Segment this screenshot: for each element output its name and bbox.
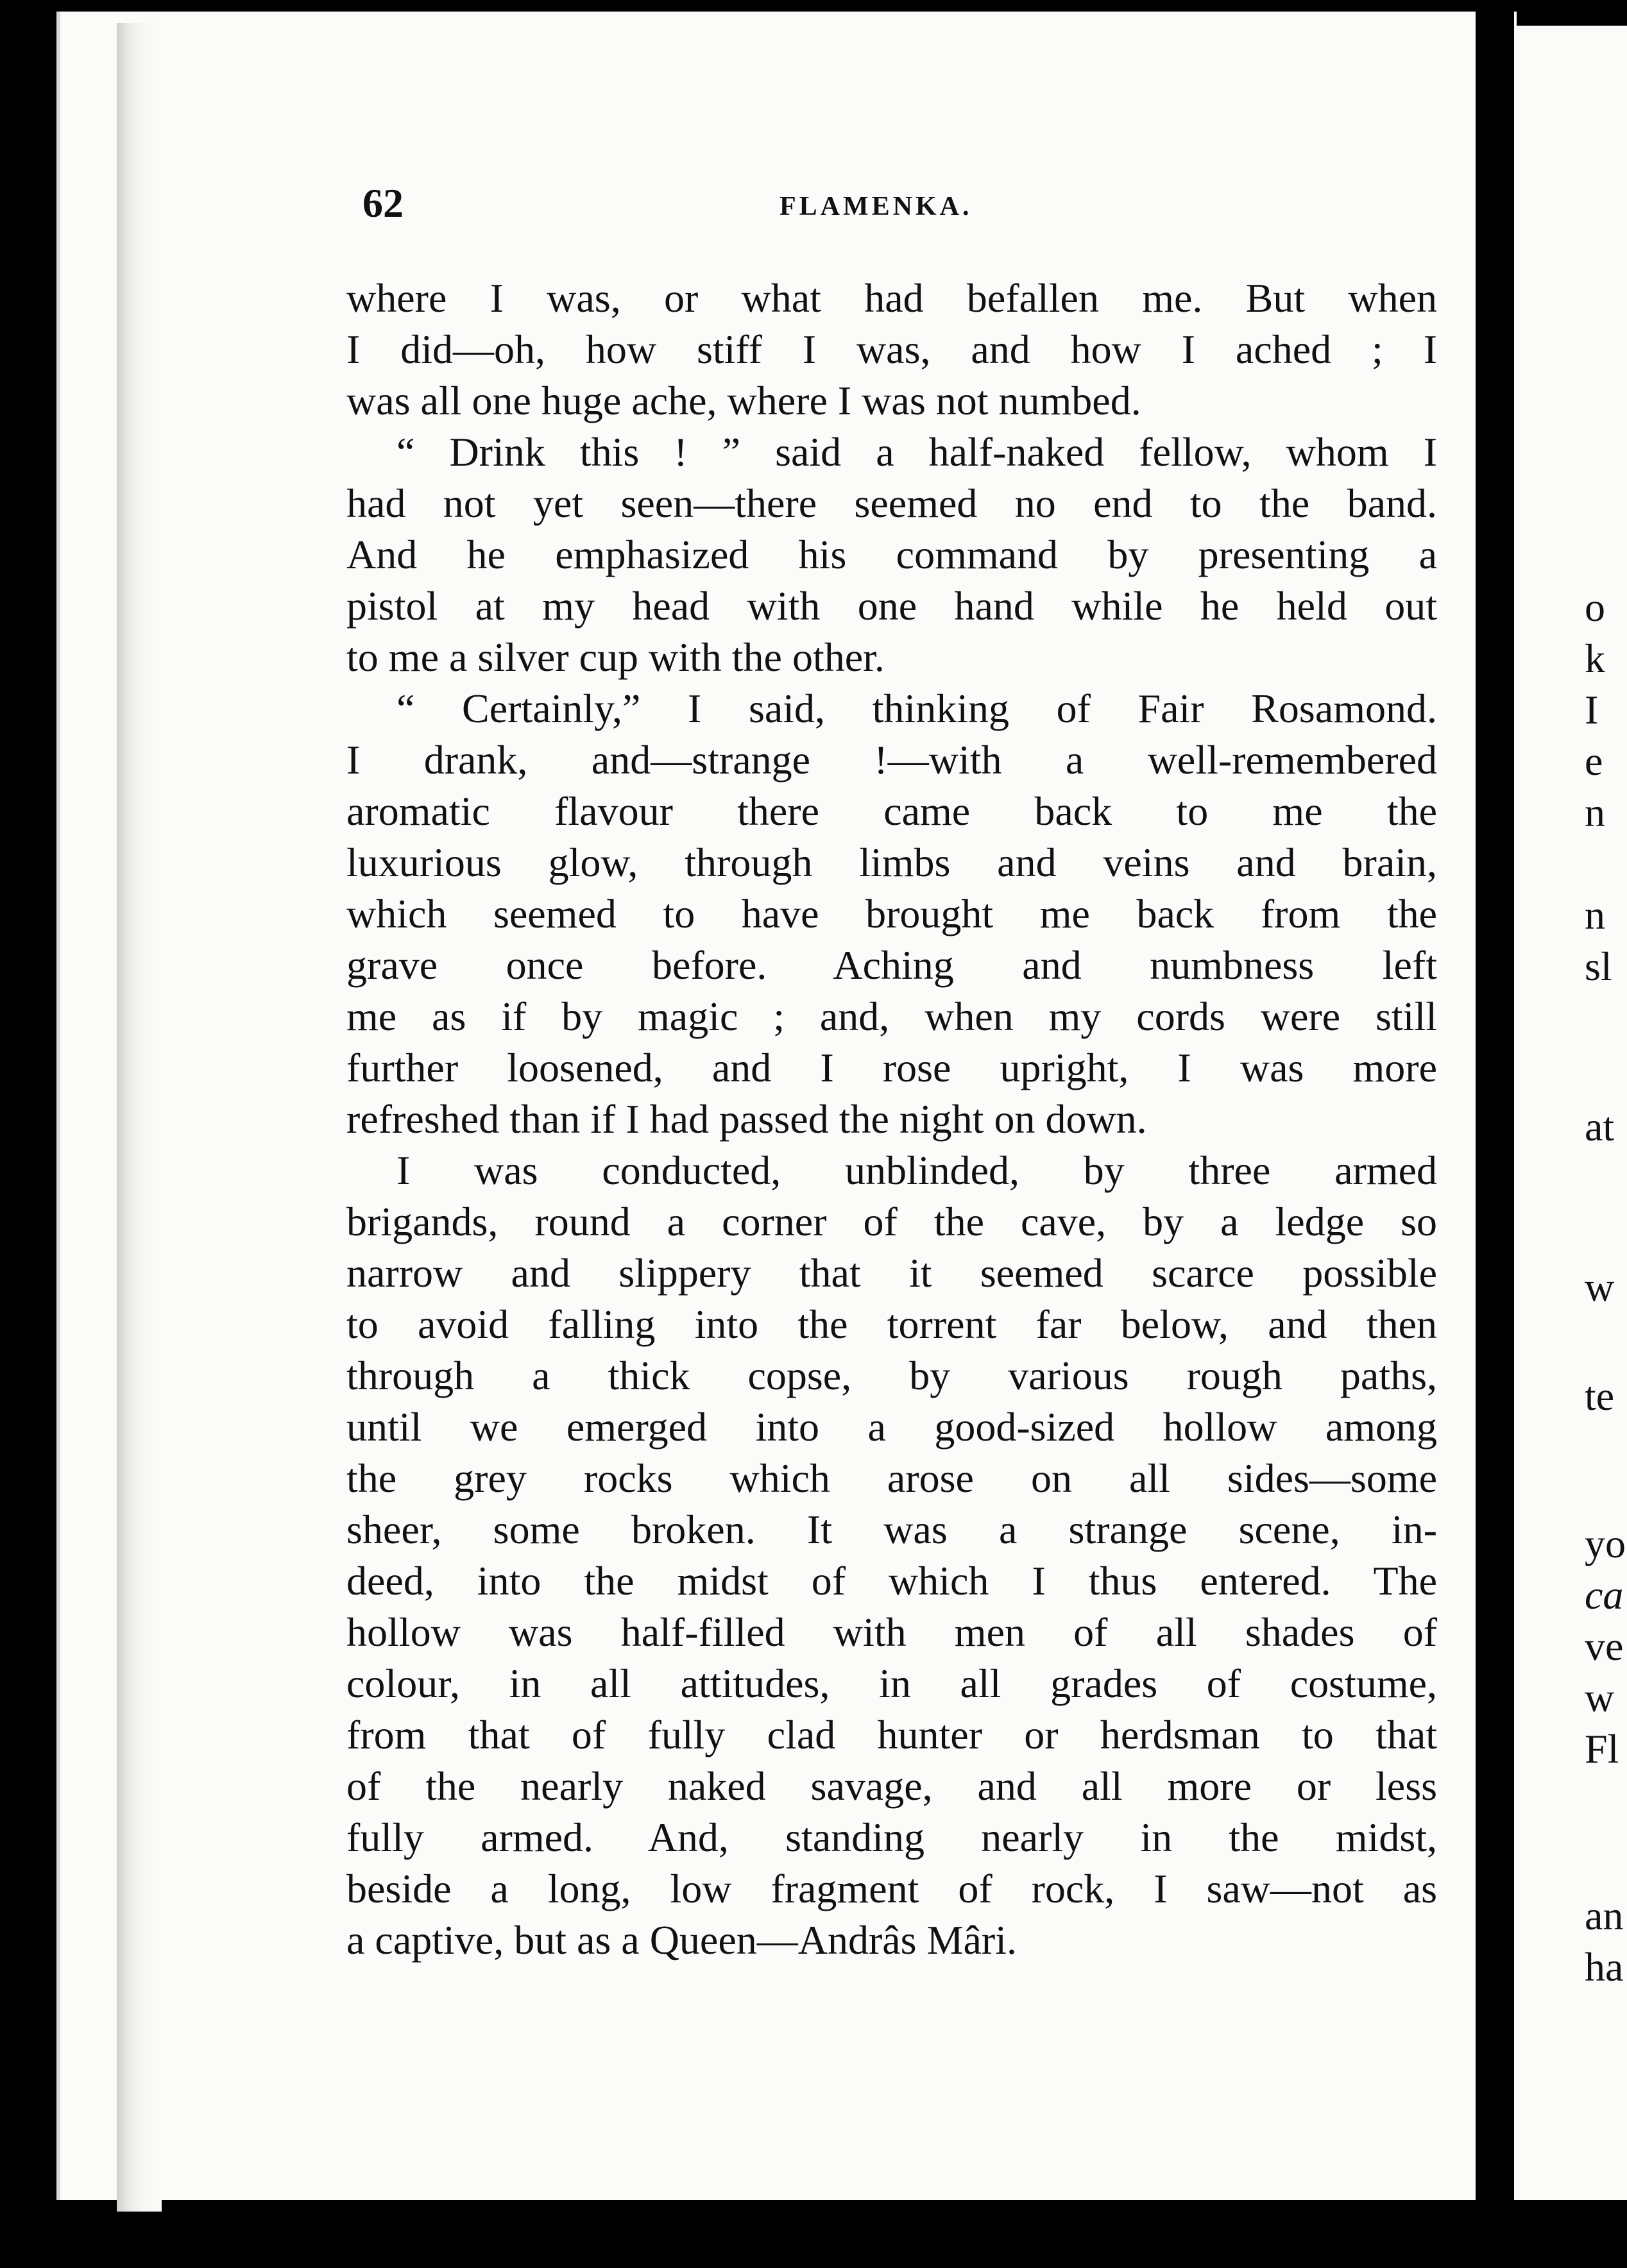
right-page-fragment: n <box>1585 790 1605 835</box>
text-line: “ Drink this ! ” said a half-naked fellow, whom I <box>396 429 1437 475</box>
right-page-fragment: ca <box>1585 1572 1624 1618</box>
text-line: aromatic flavour there came back to me the <box>346 788 1437 834</box>
body-text <box>346 273 1437 1966</box>
text-line: I drank, and—strange !—with a well-remembered <box>346 737 1437 783</box>
text-line: pistol at my head with one hand while he held out <box>346 583 1437 629</box>
text-line: until we emerged into a good-sized hollow among <box>346 1404 1437 1450</box>
right-page-fragment: te <box>1585 1373 1615 1419</box>
text-line: me as if by magic ; and, when my cords were still <box>346 994 1437 1039</box>
right-page-fragment: yo <box>1585 1521 1626 1566</box>
text-line: of the nearly naked savage, and all more or less <box>346 1763 1437 1809</box>
text-line: was all one huge ache, where I was not numbed. <box>346 378 1141 423</box>
right-page-fragment: e <box>1585 738 1603 784</box>
text-line: narrow and slippery that it seemed scarce possible <box>346 1250 1437 1296</box>
right-page-fragment: o <box>1585 584 1605 630</box>
text-line: had not yet seen—there seemed no end to the band. <box>346 480 1437 526</box>
text-line: I was conducted, unblinded, by three armed <box>396 1147 1437 1193</box>
text-line: And he emphasized his command by presenting a <box>346 532 1437 577</box>
text-line: to me a silver cup with the other. <box>346 634 885 680</box>
right-page-partial <box>1514 26 1627 2200</box>
text-line: sheer, some broken. It was a strange scene, in- <box>346 1507 1437 1552</box>
text-line: where I was, or what had befallen me. But when <box>346 275 1437 321</box>
right-page-fragment: w <box>1585 1675 1615 1720</box>
right-page-fragment: an <box>1585 1893 1624 1938</box>
text-line: further loosened, and I rose upright, I was more <box>346 1045 1437 1090</box>
text-line: through a thick copse, by various rough paths, <box>346 1353 1437 1398</box>
text-line: refreshed than if I had passed the night on down. <box>346 1096 1147 1142</box>
text-line: from that of fully clad hunter or herdsman to that <box>346 1712 1437 1757</box>
running-title: FLAMENKA. <box>779 192 973 221</box>
page-number: 62 <box>362 180 404 226</box>
right-page-fragment: ve <box>1585 1623 1624 1669</box>
text-line: deed, into the midst of which I thus entered. The <box>346 1558 1437 1604</box>
right-page-fragment: I <box>1585 687 1599 732</box>
page-edge-shadow <box>117 23 162 2212</box>
text-line: which seemed to have brought me back from the <box>346 891 1437 936</box>
text-line: “ Certainly,” I said, thinking of Fair Rosamond. <box>396 686 1437 731</box>
book-gutter <box>1476 0 1514 2268</box>
text-line: the grey rocks which arose on all sides—some <box>346 1455 1437 1501</box>
right-page-fragment: sl <box>1585 944 1612 989</box>
right-page-fragment: ha <box>1585 1944 1624 1990</box>
page-header <box>362 180 1421 250</box>
right-page-fragment: k <box>1585 636 1605 681</box>
text-line: fully armed. And, standing nearly in the midst, <box>346 1815 1437 1860</box>
right-page-fragment: Fl <box>1585 1726 1619 1772</box>
text-line: I did—oh, how stiff I was, and how I ached ; I <box>346 326 1437 372</box>
text-line: hollow was half-filled with men of all shades of <box>346 1609 1437 1655</box>
text-line: luxurious glow, through limbs and veins and brain, <box>346 840 1437 885</box>
text-line: colour, in all attitudes, in all grades of costume, <box>346 1661 1437 1706</box>
text-line: a captive, but as a Queen—Andrâs Mâri. <box>346 1917 1017 1963</box>
text-line: grave once before. Aching and numbness left <box>346 942 1437 988</box>
right-page-fragment: w <box>1585 1264 1615 1310</box>
text-line: beside a long, low fragment of rock, I saw—not as <box>346 1866 1437 1911</box>
text-line: to avoid falling into the torrent far below, and then <box>346 1301 1437 1347</box>
right-page-fragment: at <box>1585 1104 1615 1149</box>
text-line: brigands, round a corner of the cave, by a ledge so <box>346 1199 1437 1244</box>
right-page-fragment: n <box>1585 892 1605 938</box>
